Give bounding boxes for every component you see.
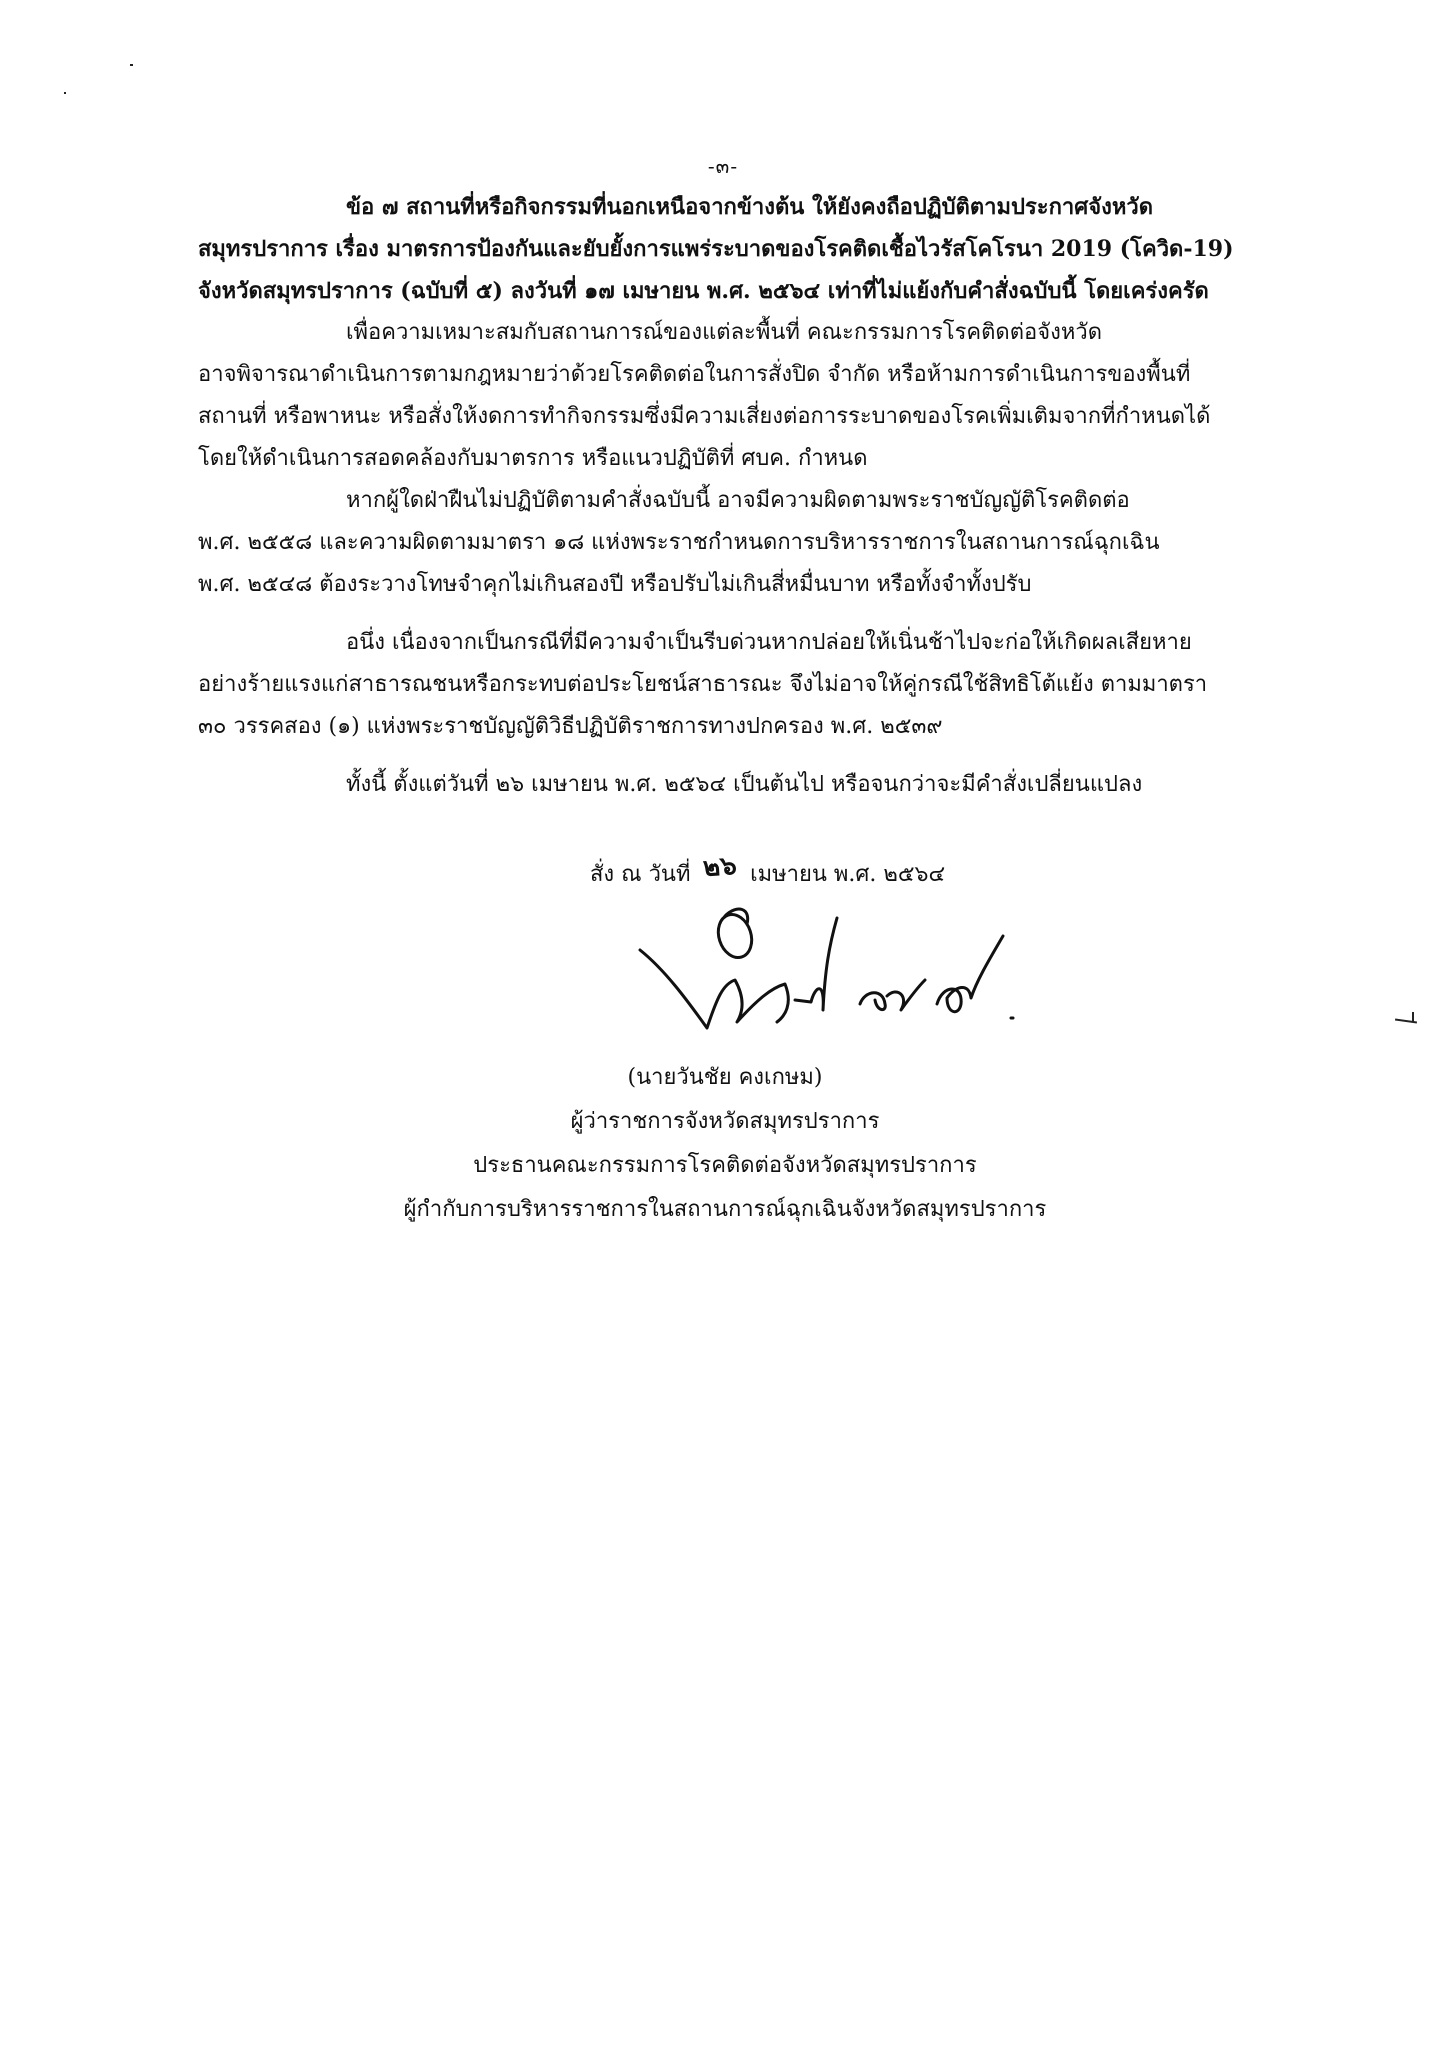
paragraph-committee <box>198 312 1304 480</box>
clause-7-line: ข้อ ๗ สถานที่หรือกิจกรรมที่นอกเหนือจากข้างต้น ให้ยังคงถือปฏิบัติตามประกาศจังหวัด <box>346 194 1153 220</box>
paragraph-line: อย่างร้ายแรงแก่สาธารณชนหรือกระทบต่อประโยชน์สาธารณะ จึงไม่อาจให้คู่กรณีใช้สิทธิโต้แย้ง ตามมาตรา <box>198 672 1208 697</box>
paragraph-urgency <box>198 622 1304 748</box>
clause-7-line: จังหวัดสมุทรปราการ (ฉบับที่ ๕) ลงวันที่ ๑๗ เมษายน พ.ศ. ๒๕๖๔ เท่าที่ไม่แย้งกับคำสั่งฉบับนี้ โดยเคร่งครัด <box>198 278 1209 304</box>
paragraph-line: พ.ศ. ๒๕๕๘ และความผิดตามมาตรา ๑๘ แห่งพระราชกำหนดการบริหารราชการในสถานการณ์ฉุกเฉิน <box>198 530 1160 555</box>
order-date <box>590 852 945 896</box>
signatory-position: ผู้ว่าราชการจังหวัดสมุทรปราการ <box>570 1109 880 1134</box>
signatory-block <box>350 1056 1100 1232</box>
clause-7-line: สมุทรปราการ เรื่อง มาตรการป้องกันและยับยั้งการแพร่ระบาดของโรคติดเชื้อไวรัสโคโรนา 2019 (โควิด-19) <box>198 236 1234 262</box>
paragraph-line: พ.ศ. ๒๕๔๘ ต้องระวางโทษจำคุกไม่เกินสองปี หรือปรับไม่เกินสี่หมื่นบาท หรือทั้งจำทั้งปรับ <box>198 572 1032 597</box>
order-date-day: ๒๖ <box>702 850 739 884</box>
scan-speck <box>1412 1012 1414 1022</box>
signatory-position: ผู้กำกับการบริหารราชการในสถานการณ์ฉุกเฉินจังหวัดสมุทรปราการ <box>403 1197 1047 1222</box>
paragraph-line: อนึ่ง เนื่องจากเป็นกรณีที่มีความจำเป็นรีบด่วนหากปล่อยให้เนิ่นช้าไปจะก่อให้เกิดผลเสียหาย <box>346 630 1192 655</box>
paragraph-line: อาจพิจารณาดำเนินการตามกฎหมายว่าด้วยโรคติดต่อในการสั่งปิด จำกัด หรือห้ามการดำเนินการของพื้นที่ <box>198 362 1191 387</box>
paragraph-line: เพื่อความเหมาะสมกับสถานการณ์ของแต่ละพื้นที่ คณะกรรมการโรคติดต่อจังหวัด <box>346 320 1102 345</box>
scan-speck <box>64 92 66 94</box>
paragraph-penalty <box>198 480 1304 606</box>
page-number: -๓- <box>707 154 739 178</box>
paragraph-line: โดยให้ดำเนินการสอดคล้องกับมาตรการ หรือแนวปฏิบัติที่ ศบค. กำหนด <box>198 446 868 471</box>
signatory-position: ประธานคณะกรรมการโรคติดต่อจังหวัดสมุทรปราการ <box>473 1153 977 1178</box>
order-date-prefix: สั่ง ณ วันที่ <box>590 862 691 887</box>
signatory-name: (นายวันชัย คงเกษม) <box>627 1065 823 1090</box>
effective-date-statement: ทั้งนี้ ตั้งแต่วันที่ ๒๖ เมษายน พ.ศ. ๒๕๖๔ เป็นต้นไป หรือจนกว่าจะมีคำสั่งเปลี่ยนแปลง <box>346 772 1143 797</box>
paragraph-line: สถานที่ หรือพาหนะ หรือสั่งให้งดการทำกิจกรรมซึ่งมีความเสี่ยงต่อการระบาดของโรคเพิ่มเติมจากที่กำหนดได้ <box>198 404 1211 429</box>
order-date-suffix: เมษายน พ.ศ. ๒๕๖๔ <box>750 862 946 887</box>
scan-speck <box>130 64 133 66</box>
paragraph-line: หากผู้ใดฝ่าฝืนไม่ปฏิบัติตามคำสั่งฉบับนี้ อาจมีความผิดตามพระราชบัญญัติโรคติดต่อ <box>346 488 1130 513</box>
signature <box>625 900 1045 1050</box>
clause-7 <box>198 186 1304 312</box>
paragraph-line: ๓๐ วรรคสอง (๑) แห่งพระราชบัญญัติวิธีปฏิบัติราชการทางปกครอง พ.ศ. ๒๕๓๙ <box>198 714 943 739</box>
